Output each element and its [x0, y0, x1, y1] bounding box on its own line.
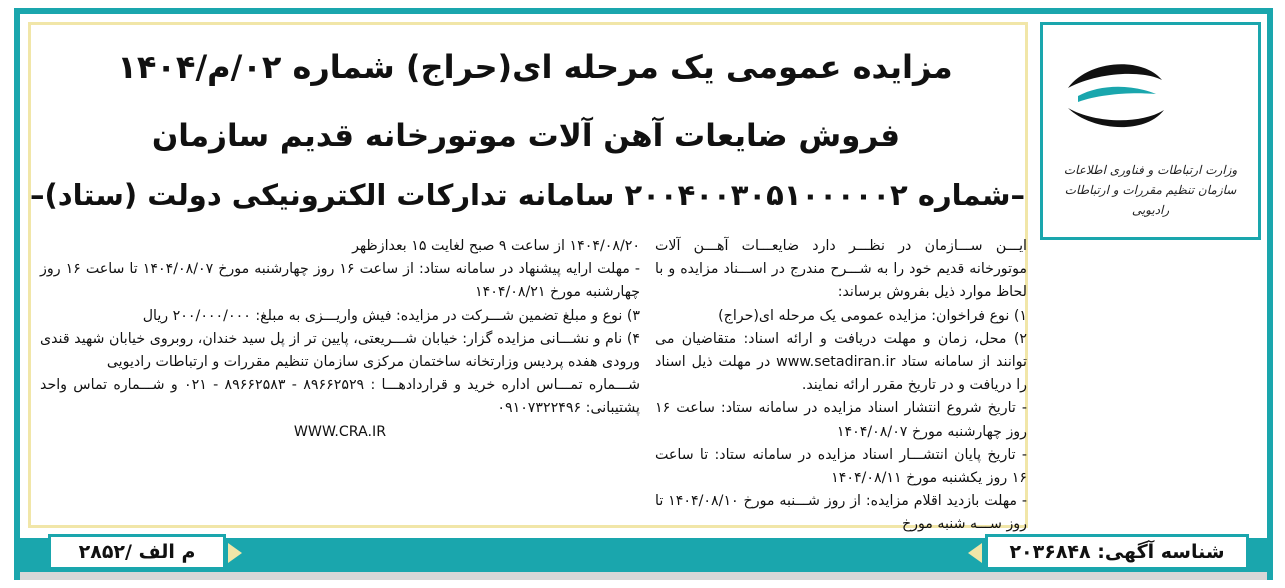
body-paragraph: - مهلت ارایه پیشنهاد در سامانه ستاد: از ساعت ۱۶ روز چهارشنبه مورخ ۱۴۰۴/۰۸/۰۷ تا ساعت ۱۶ روز چهارشنبه مورخ ۱۴۰۴/۰۸/۲۱ — [40, 261, 640, 301]
page-title: مزایده عمومی یک مرحله ای(حراج) شماره ۰۲/م/۱۴۰۴ — [117, 48, 953, 86]
ad-id-text: شناسه آگهی: ۲۰۳۶۸۴۸ — [1009, 541, 1225, 563]
cra-logo-icon — [1060, 50, 1170, 145]
chevron-right-icon — [228, 543, 242, 563]
subtitle: فروش ضایعات آهن آلات موتورخانه قدیم سازمان — [151, 118, 900, 154]
code-text: م الف /۲۸۵۲ — [78, 541, 196, 563]
body-paragraph: شـــماره تمـــاس اداره خرید و قراردادهـــا : ۸۹۶۶۲۵۲۹ - ۸۹۶۶۲۵۸۳ - ۰۲۱ و شـــماره تماس واحد پشتیبانی: ۰۹۱۰۷۳۲۲۴۹۶ — [40, 377, 640, 417]
body-left-column — [40, 235, 640, 444]
body-paragraph: ۱) نوع فراخوان: مزایده عمومی یک مرحله ای(حراج) — [718, 307, 1027, 324]
body-paragraph: ۴) نام و نشـــانی مزایده گزار: خیابان شـــریعتی، پایین تر از پل سید خندان، روبروی خیابان شهید قندی ورودی هفده پردیس وزارتخانه ساختمان مرکزی سازمان تنظیم مقررات و ارتباطات رادیویی — [40, 330, 640, 371]
body-paragraph: ۲) محل، زمان و مهلت دریافت و ارائه اسناد: متقاضیان می توانند از سامانه ستاد www.setadiran.ir در مهلت ذیل اسناد را دریافت و در تاریخ مقرر ارائه نمایند. — [655, 330, 1027, 394]
body-paragraph: ۳) نوع و مبلغ تضمین شـــرکت در مزایده: فیش واریـــزی به مبلغ: ۲۰۰/۰۰۰/۰۰۰ ریال — [142, 307, 640, 324]
code-tag — [48, 534, 226, 570]
body-paragraph: - مهلت بازدید اقلام مزایده: از روز شـــنبه مورخ ۱۴۰۴/۰۸/۱۰ تا روز ســـه شنبه مورخ — [655, 493, 1028, 533]
ministry-caption — [1048, 160, 1253, 220]
body-paragraph: ایـــن ســـازمان در نظـــر دارد ضایعـــات آهـــن آلات موتورخانه قدیم خود را به شـــرح مندرج در اســـناد مزایده و با لحاظ موارد ذیل بفروش برساند: — [655, 238, 1027, 301]
chevron-left-icon — [968, 543, 982, 563]
bottom-stripe — [20, 572, 1267, 580]
ministry-line-2: سازمان تنظیم مقررات و ارتباطات رادیویی — [1064, 183, 1237, 217]
body-right-column — [655, 235, 1027, 537]
setad-number-line: –شماره ۲۰۰۴۰۰۳۰۵۱۰۰۰۰۰۲ سامانه تدارکات الکترونیکی دولت (ستاد)– — [29, 178, 1025, 212]
body-paragraph: ۱۴۰۴/۰۸/۲۰ از ساعت ۹ صبح لغایت ۱۵ بعدازظهر — [352, 238, 640, 254]
ad-id-tag — [985, 534, 1249, 570]
body-paragraph: - تاریخ پایان انتشـــار اسناد مزایده در سامانه ستاد: تا ساعت ۱۶ روز یکشنبه مورخ ۱۴۰۴/۰۸/۱۱ — [655, 446, 1027, 487]
ministry-line-1: وزارت ارتباطات و فناوری اطلاعات — [1063, 163, 1238, 177]
body-paragraph: - تاریخ شروع انتشار اسناد مزایده در سامانه ستاد: ساعت ۱۶ روز چهارشنبه مورخ ۱۴۰۴/۰۸/۰۷ — [655, 400, 1027, 440]
website-link[interactable]: WWW.CRA.IR — [293, 423, 387, 440]
